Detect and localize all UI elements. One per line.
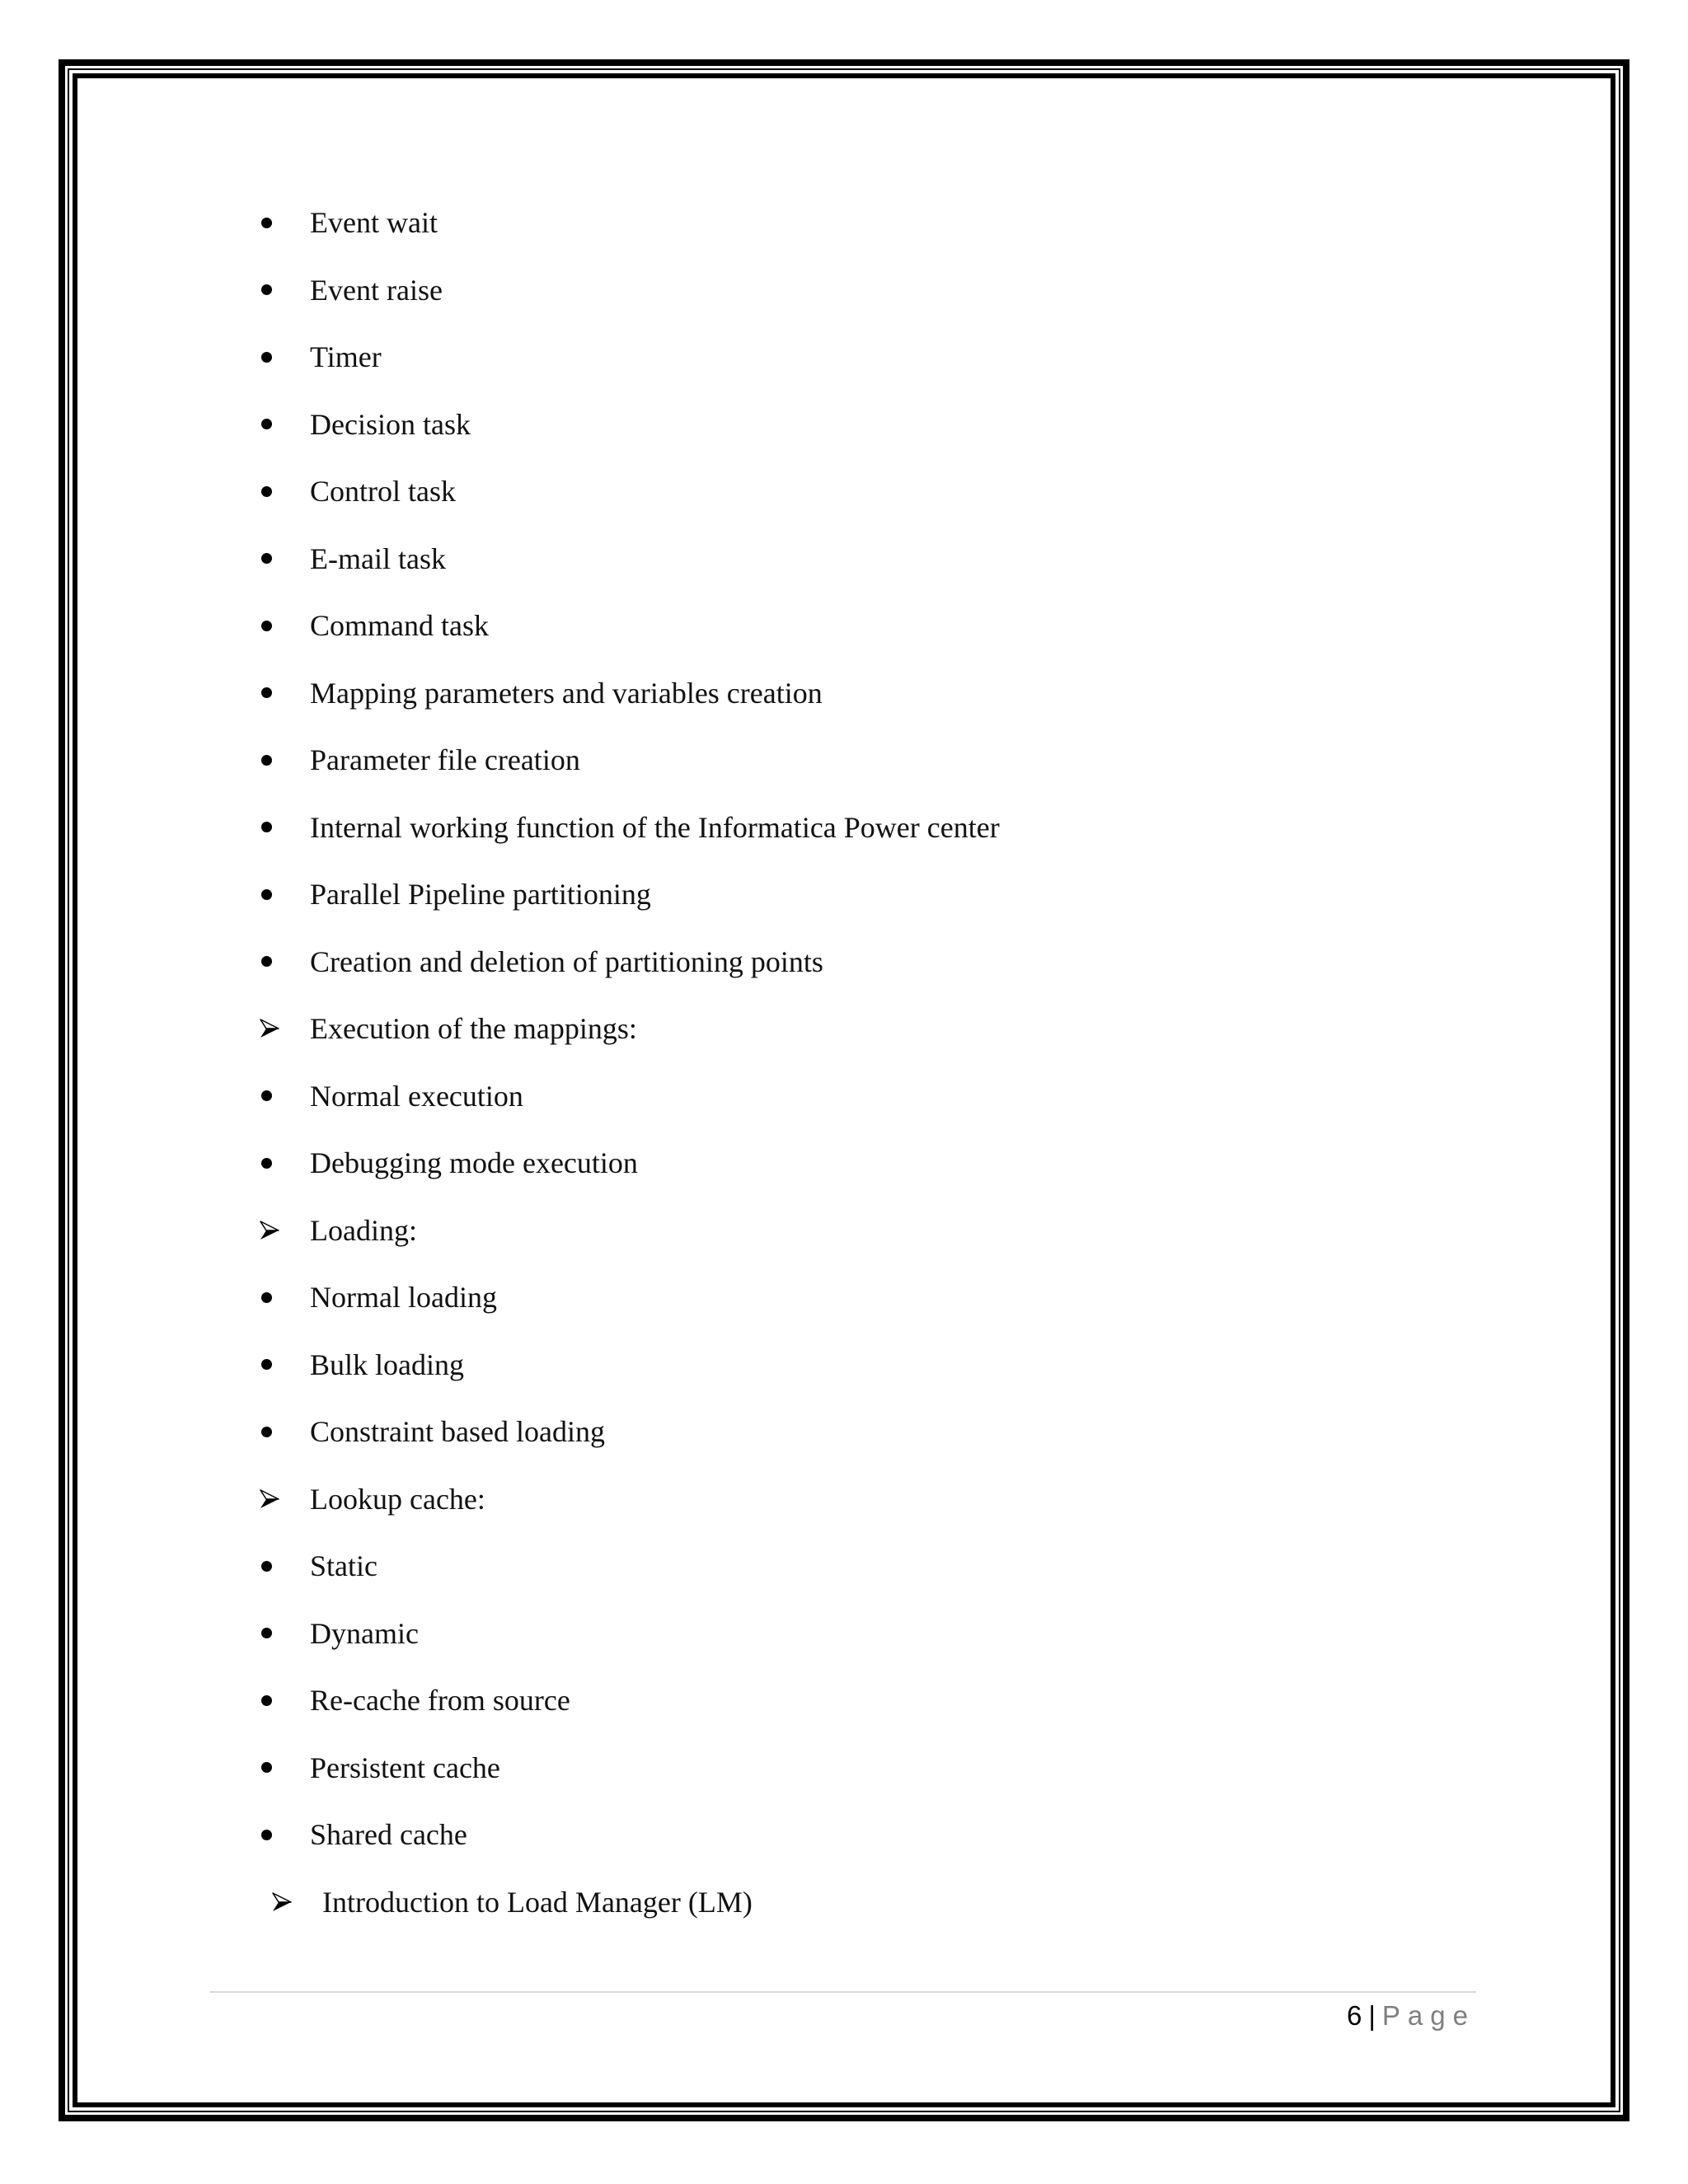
- bullet-dot-icon: [261, 553, 272, 564]
- list-item-text: Parameter file creation: [310, 743, 580, 776]
- list-item-text: Introduction to Load Manager (LM): [322, 1885, 753, 1919]
- footer-separator: |: [1368, 2000, 1376, 2031]
- bullet-icon: [247, 1750, 280, 1786]
- page-footer: [1347, 1998, 1475, 2034]
- bullet-icon: [247, 473, 280, 509]
- bullet-dot-icon: [261, 218, 272, 228]
- list-item-text: Timer: [310, 340, 382, 373]
- list-item-text: Execution of the mappings:: [310, 1012, 637, 1045]
- bullet-dot-icon: [261, 687, 272, 698]
- bullet-icon: [247, 1548, 280, 1584]
- bullet-dot-icon: [261, 1830, 272, 1840]
- bullet-icon: [247, 1615, 280, 1652]
- list-item-text: Normal loading: [310, 1281, 497, 1314]
- bullet-icon: [247, 339, 280, 375]
- bullet-dot-icon: [261, 1561, 272, 1572]
- list-item-text: Command task: [310, 609, 489, 642]
- bullet-dot-icon: [261, 1158, 272, 1169]
- bullet-dot-icon: [261, 1427, 272, 1437]
- list-item-text: E-mail task: [310, 541, 446, 575]
- arrow-bullet-icon: [247, 1010, 280, 1047]
- bullet-icon: [247, 1682, 280, 1718]
- bullet-icon: [247, 1078, 280, 1114]
- bullet-dot-icon: [261, 956, 272, 967]
- arrow-bullet-icon: [247, 1481, 280, 1517]
- arrowhead-icon: [271, 1891, 293, 1913]
- list-item-text: Re-cache from source: [310, 1684, 570, 1717]
- bullet-icon: [247, 204, 280, 241]
- list-item-text: Event wait: [310, 206, 438, 239]
- bullet-icon: [247, 742, 280, 778]
- bullet-dot-icon: [261, 755, 272, 766]
- list-item-text: Normal execution: [310, 1079, 523, 1113]
- list-item-text: Dynamic: [310, 1616, 419, 1650]
- bullet-dot-icon: [261, 1090, 272, 1101]
- bullet-icon: [247, 1347, 280, 1383]
- bullet-icon: [247, 1816, 280, 1853]
- bullet-dot-icon: [261, 621, 272, 631]
- arrowhead-icon: [259, 1220, 280, 1241]
- bullet-dot-icon: [261, 1359, 272, 1370]
- list-item-text: Lookup cache:: [310, 1482, 485, 1516]
- bullet-icon: [247, 1413, 280, 1450]
- bullet-icon: [247, 944, 280, 980]
- list-item-text: Constraint based loading: [310, 1415, 605, 1448]
- list-item-text: Static: [310, 1549, 377, 1582]
- list-item-text: Creation and deletion of partitioning points: [310, 944, 823, 978]
- arrowhead-icon: [259, 1018, 280, 1039]
- bullet-dot-icon: [261, 419, 272, 429]
- bullet-dot-icon: [261, 1628, 272, 1638]
- list-item-text: Shared cache: [310, 1818, 467, 1851]
- bullet-icon: [247, 876, 280, 912]
- list-item-text: Internal working function of the Informatica Power center: [310, 810, 1000, 844]
- bullet-icon: [247, 809, 280, 846]
- page-number: 6: [1346, 2000, 1362, 2031]
- bullet-dot-icon: [261, 889, 272, 900]
- bullet-icon: [247, 607, 280, 644]
- list-item-text: Mapping parameters and variables creation: [310, 676, 823, 710]
- page-border-inner: [73, 73, 1615, 2107]
- list-item-text: Debugging mode execution: [310, 1146, 638, 1179]
- bullet-dot-icon: [261, 284, 272, 295]
- bullet-dot-icon: [261, 1762, 272, 1773]
- list-item-text: Decision task: [310, 407, 471, 441]
- arrowhead-icon: [259, 1488, 280, 1510]
- bullet-icon: [247, 272, 280, 308]
- list-item-text: Control task: [310, 475, 456, 508]
- bullet-dot-icon: [261, 352, 272, 363]
- list-item-text: Event raise: [310, 273, 443, 307]
- bullet-dot-icon: [261, 822, 272, 832]
- bullet-icon: [247, 406, 280, 443]
- bullet-icon: [247, 541, 280, 577]
- page-label: Page: [1381, 2000, 1475, 2031]
- bullet-dot-icon: [261, 1695, 272, 1706]
- arrow-bullet-icon: [260, 1884, 293, 1920]
- list-item-text: Bulk loading: [310, 1347, 464, 1381]
- bullet-icon: [247, 675, 280, 711]
- bullet-icon: [247, 1279, 280, 1315]
- bullet-dot-icon: [261, 486, 272, 497]
- footer-divider: [210, 1991, 1476, 1993]
- list-item-text: Parallel Pipeline partitioning: [310, 878, 651, 911]
- arrow-bullet-icon: [247, 1212, 280, 1249]
- list-item-text: Persistent cache: [310, 1750, 500, 1784]
- list-item-text: Loading:: [310, 1213, 417, 1247]
- bullet-icon: [247, 1145, 280, 1181]
- bullet-dot-icon: [261, 1292, 272, 1303]
